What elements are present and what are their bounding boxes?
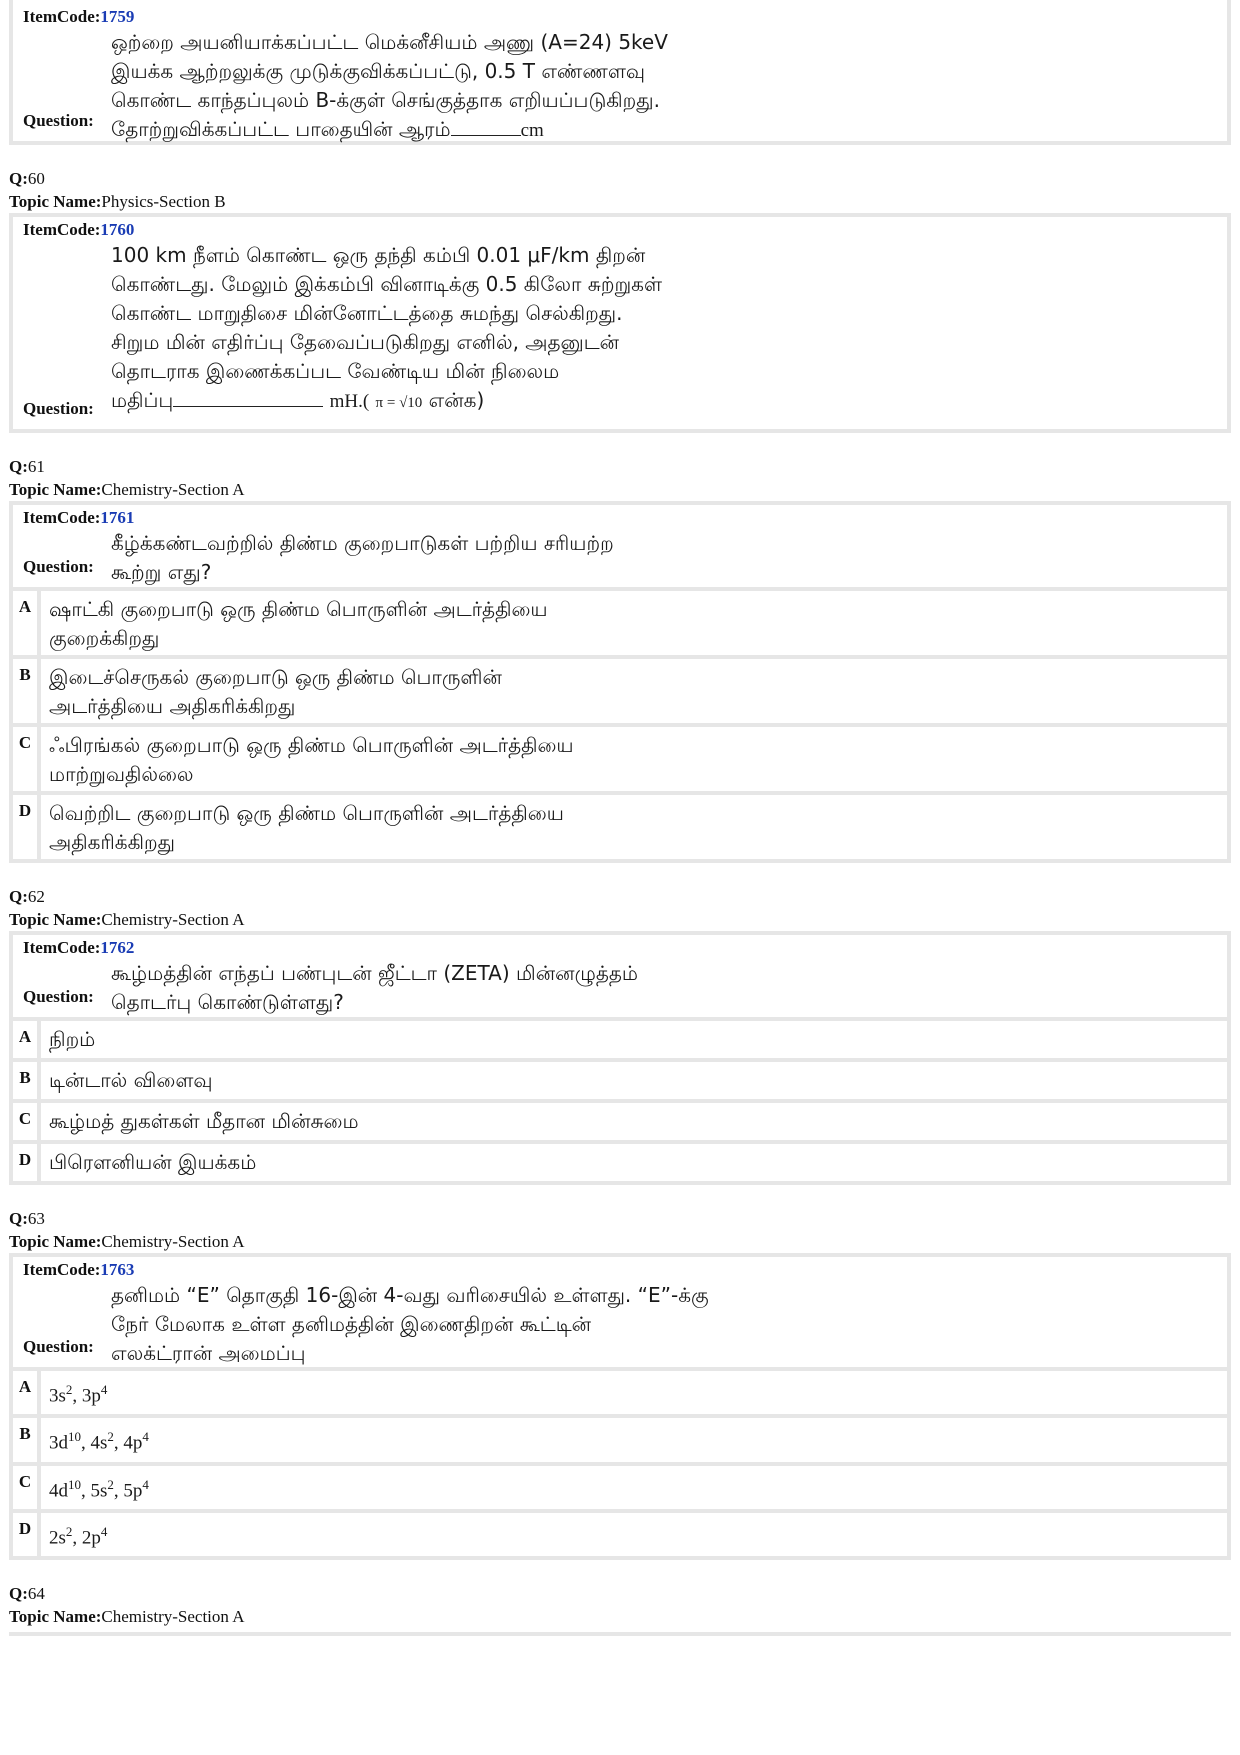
question-label: Question: — [23, 399, 94, 418]
option-text: ஃபிரங்கல் குறைபாடு ஒரு திண்ம பொருளின் அடர்த்தியை மாற்றுவதில்லை — [49, 733, 574, 786]
topic-name: Chemistry-Section A — [101, 910, 245, 929]
item-code: ItemCode:1760 — [23, 220, 135, 239]
question-label: Question: — [23, 111, 94, 130]
option-letter: A — [13, 1371, 41, 1414]
option-letter: B — [13, 1418, 41, 1461]
item-code-value: 1763 — [100, 1260, 135, 1279]
question-label: Question: — [23, 557, 94, 576]
option-b[interactable] — [13, 1058, 1227, 1099]
option-text: ஷாட்கி குறைபாடு ஒரு திண்ம பொருளின் அடர்த்தியை குறைக்கிறது — [49, 597, 548, 650]
question-label: Question: — [23, 1337, 94, 1356]
answer-blank — [451, 117, 521, 136]
option-c[interactable] — [13, 1099, 1227, 1140]
question-stem — [13, 1257, 1227, 1367]
question-text — [111, 529, 1217, 587]
option-letter: C — [13, 1103, 41, 1140]
option-d[interactable] — [13, 791, 1227, 859]
question-line: மதிப்பு mH.( π = √10 என்க) — [111, 388, 485, 412]
item-code-value: 1762 — [100, 938, 135, 957]
question-line: கொண்டது. மேலும் இக்கம்பி வினாடிக்கு 0.5 கிலோ சுற்றுகள் — [111, 272, 663, 296]
option-text: $3d^{10}$, $4s^2$, $4p^4$ — [49, 1429, 149, 1454]
option-letter: B — [13, 1062, 41, 1099]
question-text — [111, 959, 1217, 1017]
question-box-62 — [9, 931, 1231, 1185]
question-header-63: Q:63 Topic Name:Chemistry-Section A — [9, 1209, 245, 1251]
item-code-value: 1760 — [100, 220, 135, 239]
option-b[interactable] — [13, 1414, 1227, 1461]
question-line: ஒற்றை அயனியாக்கப்பட்ட மெக்னீசியம் அணு (A=24) 5keV — [111, 30, 668, 54]
question-line: எலக்ட்ரான் அமைப்பு — [111, 1341, 306, 1365]
question-header-61: Q:61 Topic Name:Chemistry-Section A — [9, 457, 245, 499]
question-box-59 — [9, 0, 1231, 145]
pi-formula: π = √10 — [375, 395, 423, 411]
option-text: நிறம் — [49, 1027, 96, 1051]
question-text — [111, 1281, 1217, 1368]
item-code-value: 1761 — [100, 508, 135, 527]
question-header-64: Q:64 Topic Name:Chemistry-Section A — [9, 1584, 245, 1627]
question-box-64-top-border — [9, 1632, 1231, 1636]
question-stem — [13, 505, 1227, 587]
topic-name: Chemistry-Section A — [101, 1607, 245, 1627]
option-text: டின்டால் விளைவு — [49, 1068, 213, 1092]
option-letter: D — [13, 1513, 41, 1556]
topic-name: Chemistry-Section A — [101, 1232, 245, 1251]
option-b[interactable] — [13, 655, 1227, 723]
option-a[interactable] — [13, 1367, 1227, 1414]
option-letter: A — [13, 591, 41, 655]
question-line: தோற்றுவிக்கப்பட்ட பாதையின் ஆரம் cm — [111, 117, 544, 141]
question-number: 61 — [27, 457, 45, 476]
option-text: $4d^{10}$, $5s^2$, $5p^4$ — [49, 1476, 149, 1501]
topic-name: Chemistry-Section A — [101, 480, 245, 499]
item-code: ItemCode:1763 — [23, 1260, 135, 1279]
option-c[interactable] — [13, 1462, 1227, 1509]
option-text: $2s^2$, $2p^4$ — [49, 1523, 108, 1549]
option-text: வெற்றிட குறைபாடு ஒரு திண்ம பொருளின் அடர்த்தியை அதிகரிக்கிறது — [49, 801, 564, 854]
question-number: 64 — [27, 1584, 45, 1604]
question-header-60: Q:60 Topic Name:Physics-Section B — [9, 169, 226, 211]
item-code: ItemCode:1761 — [23, 508, 135, 527]
question-box-60 — [9, 213, 1231, 433]
question-box-61 — [9, 501, 1231, 863]
option-letter: B — [13, 659, 41, 723]
question-stem — [13, 217, 1227, 429]
question-line: இயக்க ஆற்றலுக்கு முடுக்குவிக்கப்பட்டு, 0.5 T எண்ணளவு — [111, 59, 646, 83]
option-letter: D — [13, 1144, 41, 1181]
question-line: கொண்ட மாறுதிசை மின்னோட்டத்தை சுமந்து செல்கிறது. — [111, 301, 623, 325]
option-d[interactable] — [13, 1509, 1227, 1556]
item-code-value: 1759 — [100, 7, 135, 26]
question-line: கூழ்மத்தின் எந்தப் பண்புடன் ஜீட்டா (ZETA) மின்னழுத்தம் — [111, 961, 639, 985]
question-header-62: Q:62 Topic Name:Chemistry-Section A — [9, 887, 245, 929]
option-letter: C — [13, 727, 41, 791]
question-text — [111, 28, 1217, 145]
question-text — [111, 241, 1217, 418]
question-number: 63 — [27, 1209, 45, 1228]
question-line: 100 km நீளம் கொண்ட ஒரு தந்தி கம்பி 0.01 μF/km திறன் — [111, 243, 646, 267]
question-line: கூற்று எது? — [111, 560, 212, 584]
question-line: நேர் மேலாக உள்ள தனிமத்தின் இணைதிறன் கூட்டின் — [111, 1312, 592, 1336]
option-c[interactable] — [13, 723, 1227, 791]
option-a[interactable] — [13, 587, 1227, 655]
option-letter: C — [13, 1466, 41, 1509]
question-box-63 — [9, 1253, 1231, 1560]
option-d[interactable] — [13, 1140, 1227, 1181]
question-line: தொடர்பு கொண்டுள்ளது? — [111, 990, 344, 1014]
answer-blank — [173, 388, 323, 407]
question-line: தனிமம் “E” தொகுதி 16-இன் 4-வது வரிசையில் உள்ளது. “E”-க்கு — [111, 1283, 709, 1307]
question-number: 60 — [27, 169, 45, 188]
option-letter: A — [13, 1021, 41, 1058]
item-code: ItemCode:1759 — [23, 7, 135, 26]
topic-name: Physics-Section B — [101, 192, 226, 211]
question-line: கீழ்க்கண்டவற்றில் திண்ம குறைபாடுகள் பற்றிய சரியற்ற — [111, 531, 614, 555]
question-stem — [13, 935, 1227, 1017]
option-text: பிரௌனியன் இயக்கம் — [49, 1150, 257, 1174]
question-line: கொண்ட காந்தப்புலம் B-க்குள் செங்குத்தாக எறியப்படுகிறது. — [111, 88, 660, 112]
option-text: இடைச்செருகல் குறைபாடு ஒரு திண்ம பொருளின் அடர்த்தியை அதிகரிக்கிறது — [49, 665, 502, 718]
item-code: ItemCode:1762 — [23, 938, 135, 957]
question-paper-page — [9, 0, 1231, 1636]
option-a[interactable] — [13, 1017, 1227, 1058]
option-text: $3s^2$, $3p^4$ — [49, 1382, 108, 1407]
question-number: 62 — [27, 887, 45, 906]
question-line: தொடராக இணைக்கப்பட வேண்டிய மின் நிலைம — [111, 359, 560, 383]
option-text: கூழ்மத் துகள்கள் மீதான மின்சுமை — [49, 1109, 359, 1133]
question-stem — [13, 0, 1227, 141]
question-label: Question: — [23, 987, 94, 1006]
option-letter: D — [13, 795, 41, 859]
question-line: சிறும மின் எதிர்ப்பு தேவைப்படுகிறது எனில், அதனுடன் — [111, 330, 620, 354]
